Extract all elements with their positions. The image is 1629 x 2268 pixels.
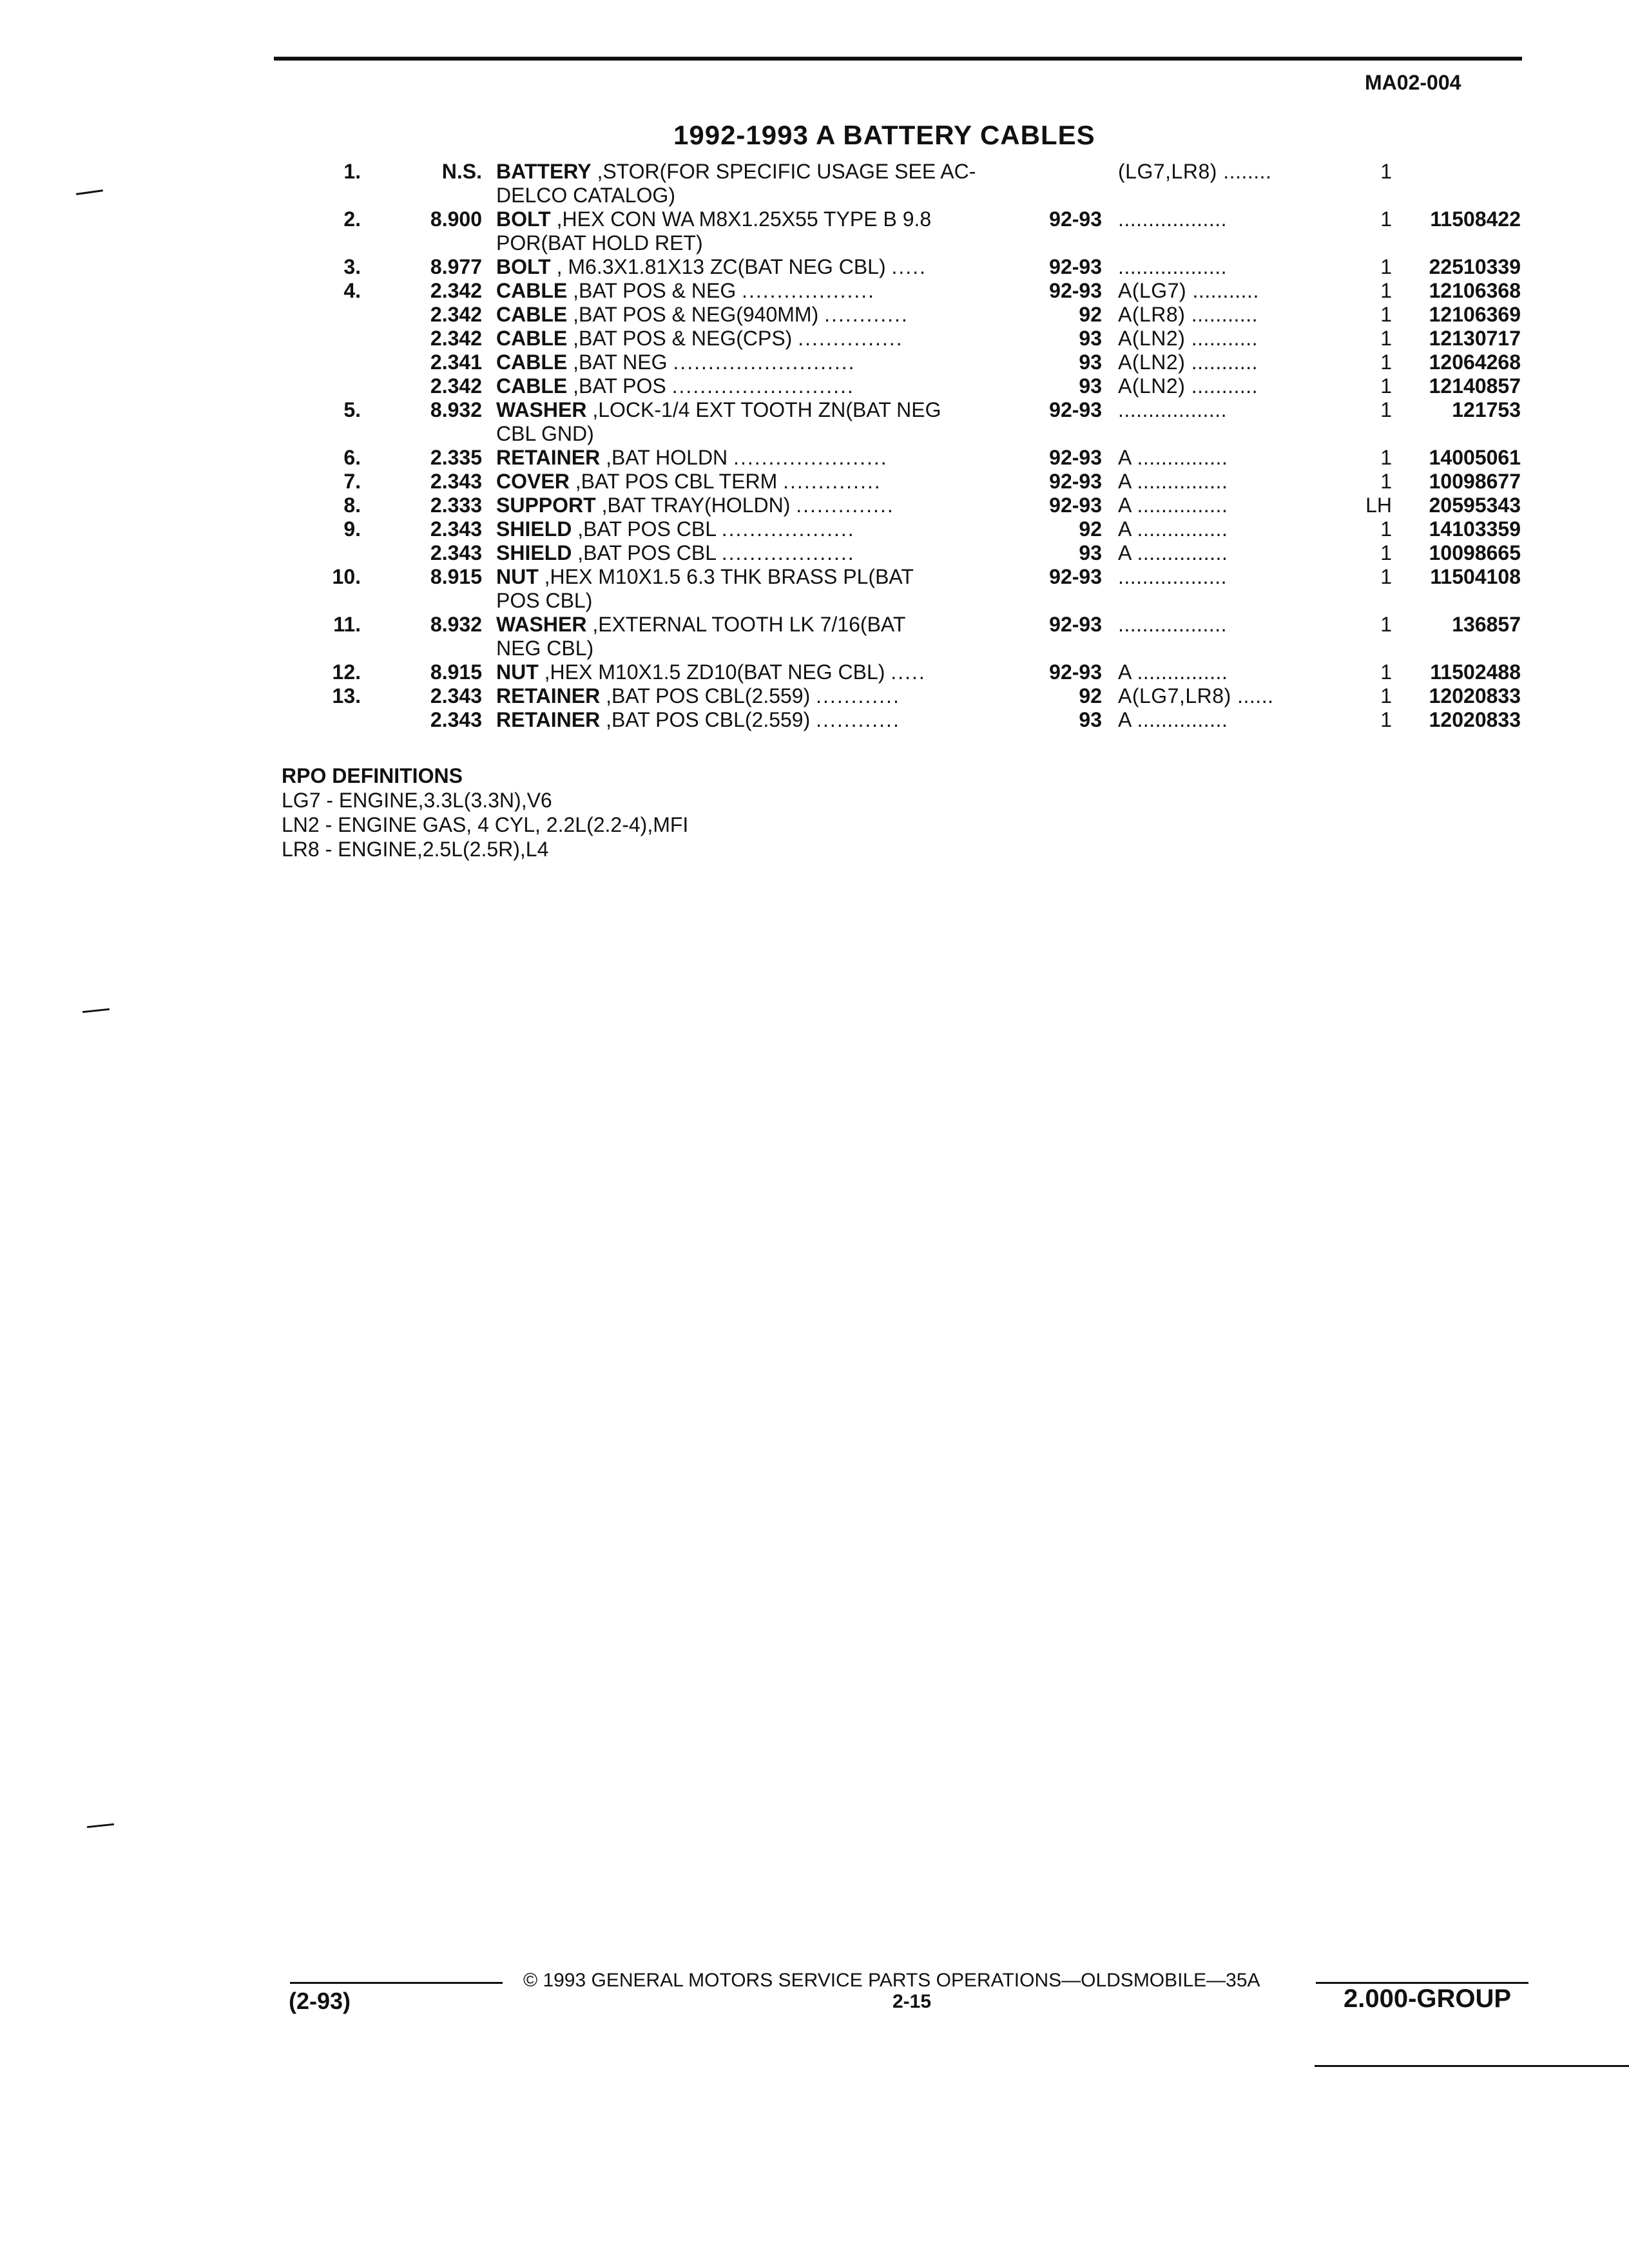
- part-number: 20595343: [1429, 494, 1521, 517]
- part-noun: RETAINER: [496, 446, 601, 469]
- model-years: 92-93: [1049, 279, 1102, 302]
- quantity: LH: [1365, 494, 1392, 517]
- part-noun: COVER: [496, 470, 570, 493]
- group-number: 8.932: [430, 398, 482, 421]
- part-number: 11504108: [1430, 565, 1521, 588]
- usage-code: ..................: [1118, 398, 1228, 421]
- usage-code: A(LN2) ...........: [1118, 327, 1258, 350]
- model-years: 92: [1079, 303, 1102, 326]
- usage-code: A ...............: [1118, 494, 1228, 517]
- part-description: BOLT ,HEX CON WA M8X1.25X55 TYPE B 9.8: [496, 207, 932, 231]
- part-noun: SHIELD: [496, 517, 572, 541]
- catalog-code: MA02-004: [1365, 71, 1461, 94]
- item-number: 12.: [332, 660, 361, 684]
- part-number: 14005061: [1429, 446, 1521, 469]
- page-title: 1992-1993 A BATTERY CABLES: [673, 120, 1095, 150]
- model-years: 93: [1079, 541, 1102, 564]
- part-description: WASHER ,LOCK-1/4 EXT TOOTH ZN(BAT NEG: [496, 398, 941, 421]
- quantity: 1: [1380, 517, 1392, 541]
- quantity: 1: [1380, 684, 1392, 707]
- usage-code: ..................: [1118, 613, 1228, 636]
- quantity: 1: [1380, 207, 1392, 231]
- item-number: 9.: [343, 517, 361, 541]
- part-noun: NUT: [496, 660, 539, 684]
- part-description: RETAINER ,BAT HOLDN ......................: [496, 446, 888, 469]
- group-number: 2.335: [430, 446, 482, 469]
- part-number: 12130717: [1429, 327, 1521, 350]
- quantity: 1: [1380, 565, 1392, 588]
- quantity: 1: [1380, 279, 1392, 302]
- bottom-rule: [1315, 2065, 1629, 2067]
- model-years: 92-93: [1049, 207, 1102, 231]
- part-description: CABLE ,BAT POS & NEG ...................: [496, 279, 876, 302]
- page-number: 2-15: [892, 1991, 932, 2012]
- model-years: 92-93: [1049, 470, 1102, 493]
- item-number: 2.: [343, 207, 361, 231]
- item-number: 10.: [332, 565, 361, 588]
- quantity: 1: [1380, 160, 1392, 183]
- item-number: 7.: [343, 470, 361, 493]
- quantity: 1: [1380, 374, 1392, 398]
- part-noun: CABLE: [496, 303, 568, 326]
- part-noun: WASHER: [496, 398, 587, 421]
- item-number: 3.: [343, 255, 361, 278]
- part-description: NUT ,HEX M10X1.5 6.3 THK BRASS PL(BAT: [496, 565, 914, 588]
- item-number: 8.: [343, 494, 361, 517]
- quantity: 1: [1380, 613, 1392, 636]
- part-noun: CABLE: [496, 374, 568, 398]
- part-number: 10098665: [1429, 541, 1521, 564]
- part-number: 22510339: [1429, 255, 1521, 278]
- item-number: 11.: [333, 613, 361, 636]
- part-number: 136857: [1452, 613, 1521, 636]
- part-number: 12106369: [1429, 303, 1521, 326]
- quantity: 1: [1380, 398, 1392, 421]
- model-years: 92: [1079, 517, 1102, 541]
- edge-mark: [76, 189, 103, 195]
- part-noun: CABLE: [496, 279, 568, 302]
- part-noun: CABLE: [496, 351, 568, 374]
- group-number: 8.977: [430, 255, 482, 278]
- usage-code: A(LN2) ...........: [1118, 351, 1258, 374]
- group-number: 2.342: [430, 303, 482, 326]
- group-number: 8.932: [430, 613, 482, 636]
- model-years: 92-93: [1049, 494, 1102, 517]
- revision-date: (2-93): [289, 1988, 351, 2014]
- usage-code: A(LN2) ...........: [1118, 374, 1258, 398]
- part-description: RETAINER ,BAT POS CBL(2.559) ............: [496, 684, 900, 707]
- quantity: 1: [1380, 708, 1392, 731]
- quantity: 1: [1380, 660, 1392, 684]
- part-description: SUPPORT ,BAT TRAY(HOLDN) ..............: [496, 494, 894, 517]
- item-number: 4.: [343, 279, 361, 302]
- part-number: 12064268: [1429, 351, 1521, 374]
- part-noun: WASHER: [496, 613, 587, 636]
- model-years: 92-93: [1049, 565, 1102, 588]
- part-description: SHIELD ,BAT POS CBL ...................: [496, 517, 855, 541]
- group-number: 8.900: [430, 207, 482, 231]
- quantity: 1: [1380, 351, 1392, 374]
- part-description: CABLE ,BAT NEG ..........................: [496, 351, 856, 374]
- rpo-heading: RPO DEFINITIONS: [282, 764, 463, 787]
- part-description-continued: POS CBL): [496, 589, 593, 612]
- part-number: 11502488: [1430, 660, 1521, 684]
- part-number: 10098677: [1429, 470, 1521, 493]
- part-noun: RETAINER: [496, 708, 601, 731]
- part-noun: SUPPORT: [496, 494, 596, 517]
- usage-code: A(LR8) ...........: [1118, 303, 1258, 326]
- group-number: 2.341: [430, 351, 482, 374]
- usage-code: ..................: [1118, 565, 1228, 588]
- usage-code: A(LG7,LR8) ......: [1118, 684, 1274, 707]
- item-number: 5.: [343, 398, 361, 421]
- usage-code: A ...............: [1118, 660, 1228, 684]
- model-years: 93: [1079, 327, 1102, 350]
- model-years: 92-93: [1049, 446, 1102, 469]
- part-description: CABLE ,BAT POS & NEG(940MM) ............: [496, 303, 909, 326]
- rpo-definitions: [282, 764, 688, 861]
- group-number: N.S.: [441, 160, 482, 183]
- part-description: NUT ,HEX M10X1.5 ZD10(BAT NEG CBL) .....: [496, 660, 926, 684]
- quantity: 1: [1380, 303, 1392, 326]
- part-description: SHIELD ,BAT POS CBL ...................: [496, 541, 855, 564]
- footer-rule-left: [290, 1982, 503, 1984]
- part-noun: SHIELD: [496, 541, 572, 564]
- part-description-continued: NEG CBL): [496, 637, 594, 660]
- part-description: RETAINER ,BAT POS CBL(2.559) ............: [496, 708, 900, 731]
- part-number: 12020833: [1429, 684, 1521, 707]
- part-noun: BOLT: [496, 207, 551, 231]
- usage-code: A(LG7) ...........: [1118, 279, 1259, 302]
- group-number: 2.343: [430, 470, 482, 493]
- part-number: 12140857: [1429, 374, 1521, 398]
- part-description: CABLE ,BAT POS & NEG(CPS) ...............: [496, 327, 903, 350]
- group-number: 2.343: [430, 708, 482, 731]
- group-number: 8.915: [430, 565, 482, 588]
- part-description: WASHER ,EXTERNAL TOOTH LK 7/16(BAT: [496, 613, 906, 636]
- usage-code: ..................: [1118, 255, 1228, 278]
- part-description-continued: CBL GND): [496, 422, 594, 445]
- part-number: 12020833: [1429, 708, 1521, 731]
- model-years: 93: [1079, 351, 1102, 374]
- usage-code: A ...............: [1118, 517, 1228, 541]
- part-noun: BATTERY: [496, 160, 592, 183]
- part-number: 14103359: [1429, 517, 1521, 541]
- part-noun: BOLT: [496, 255, 551, 278]
- part-description: BOLT , M6.3X1.81X13 ZC(BAT NEG CBL) .....: [496, 255, 927, 278]
- usage-code: A ...............: [1118, 708, 1228, 731]
- rpo-line: LR8 - ENGINE,2.5L(2.5R),L4: [282, 838, 549, 861]
- edge-mark: [82, 1008, 110, 1013]
- model-years: 92-93: [1049, 398, 1102, 421]
- group-number: 8.915: [430, 660, 482, 684]
- model-years: 92-93: [1049, 255, 1102, 278]
- model-years: 92-93: [1049, 613, 1102, 636]
- part-description: CABLE ,BAT POS ..........................: [496, 374, 854, 398]
- usage-code: (LG7,LR8) ........: [1118, 160, 1272, 183]
- group-label: 2.000-GROUP: [1344, 1984, 1512, 2013]
- group-number: 2.333: [430, 494, 482, 517]
- group-number: 2.342: [430, 374, 482, 398]
- part-description-continued: DELCO CATALOG): [496, 184, 675, 207]
- model-years: 92: [1079, 684, 1102, 707]
- part-number: 12106368: [1429, 279, 1521, 302]
- item-number: 6.: [343, 446, 361, 469]
- item-number: 1.: [343, 160, 361, 183]
- part-description: BATTERY ,STOR(FOR SPECIFIC USAGE SEE AC-: [496, 160, 976, 183]
- group-number: 2.343: [430, 541, 482, 564]
- item-number: 13.: [332, 684, 361, 707]
- edge-mark: [87, 1823, 114, 1828]
- part-noun: NUT: [496, 565, 539, 588]
- quantity: 1: [1380, 255, 1392, 278]
- rpo-line: LG7 - ENGINE,3.3L(3.3N),V6: [282, 789, 552, 812]
- top-rule: [274, 57, 1522, 61]
- part-number: 11508422: [1430, 207, 1521, 231]
- model-years: 93: [1079, 708, 1102, 731]
- quantity: 1: [1380, 541, 1392, 564]
- group-number: 2.342: [430, 327, 482, 350]
- quantity: 1: [1380, 446, 1392, 469]
- quantity: 1: [1380, 327, 1392, 350]
- usage-code: A ...............: [1118, 541, 1228, 564]
- part-noun: RETAINER: [496, 684, 601, 707]
- model-years: 92-93: [1049, 660, 1102, 684]
- rpo-line: LN2 - ENGINE GAS, 4 CYL, 2.2L(2.2-4),MFI: [282, 813, 689, 836]
- part-description-continued: POR(BAT HOLD RET): [496, 231, 703, 255]
- group-number: 2.342: [430, 279, 482, 302]
- part-noun: CABLE: [496, 327, 568, 350]
- footer-rule-right: [1316, 1982, 1528, 1984]
- group-number: 2.343: [430, 684, 482, 707]
- model-years: 93: [1079, 374, 1102, 398]
- part-number: 121753: [1452, 398, 1521, 421]
- part-description: COVER ,BAT POS CBL TERM ..............: [496, 470, 882, 493]
- usage-code: A ...............: [1118, 446, 1228, 469]
- copyright-line: © 1993 GENERAL MOTORS SERVICE PARTS OPERATIONS—OLDSMOBILE—35A: [523, 1970, 1260, 1991]
- usage-code: ..................: [1118, 207, 1228, 231]
- quantity: 1: [1380, 470, 1392, 493]
- usage-code: A ...............: [1118, 470, 1228, 493]
- group-number: 2.343: [430, 517, 482, 541]
